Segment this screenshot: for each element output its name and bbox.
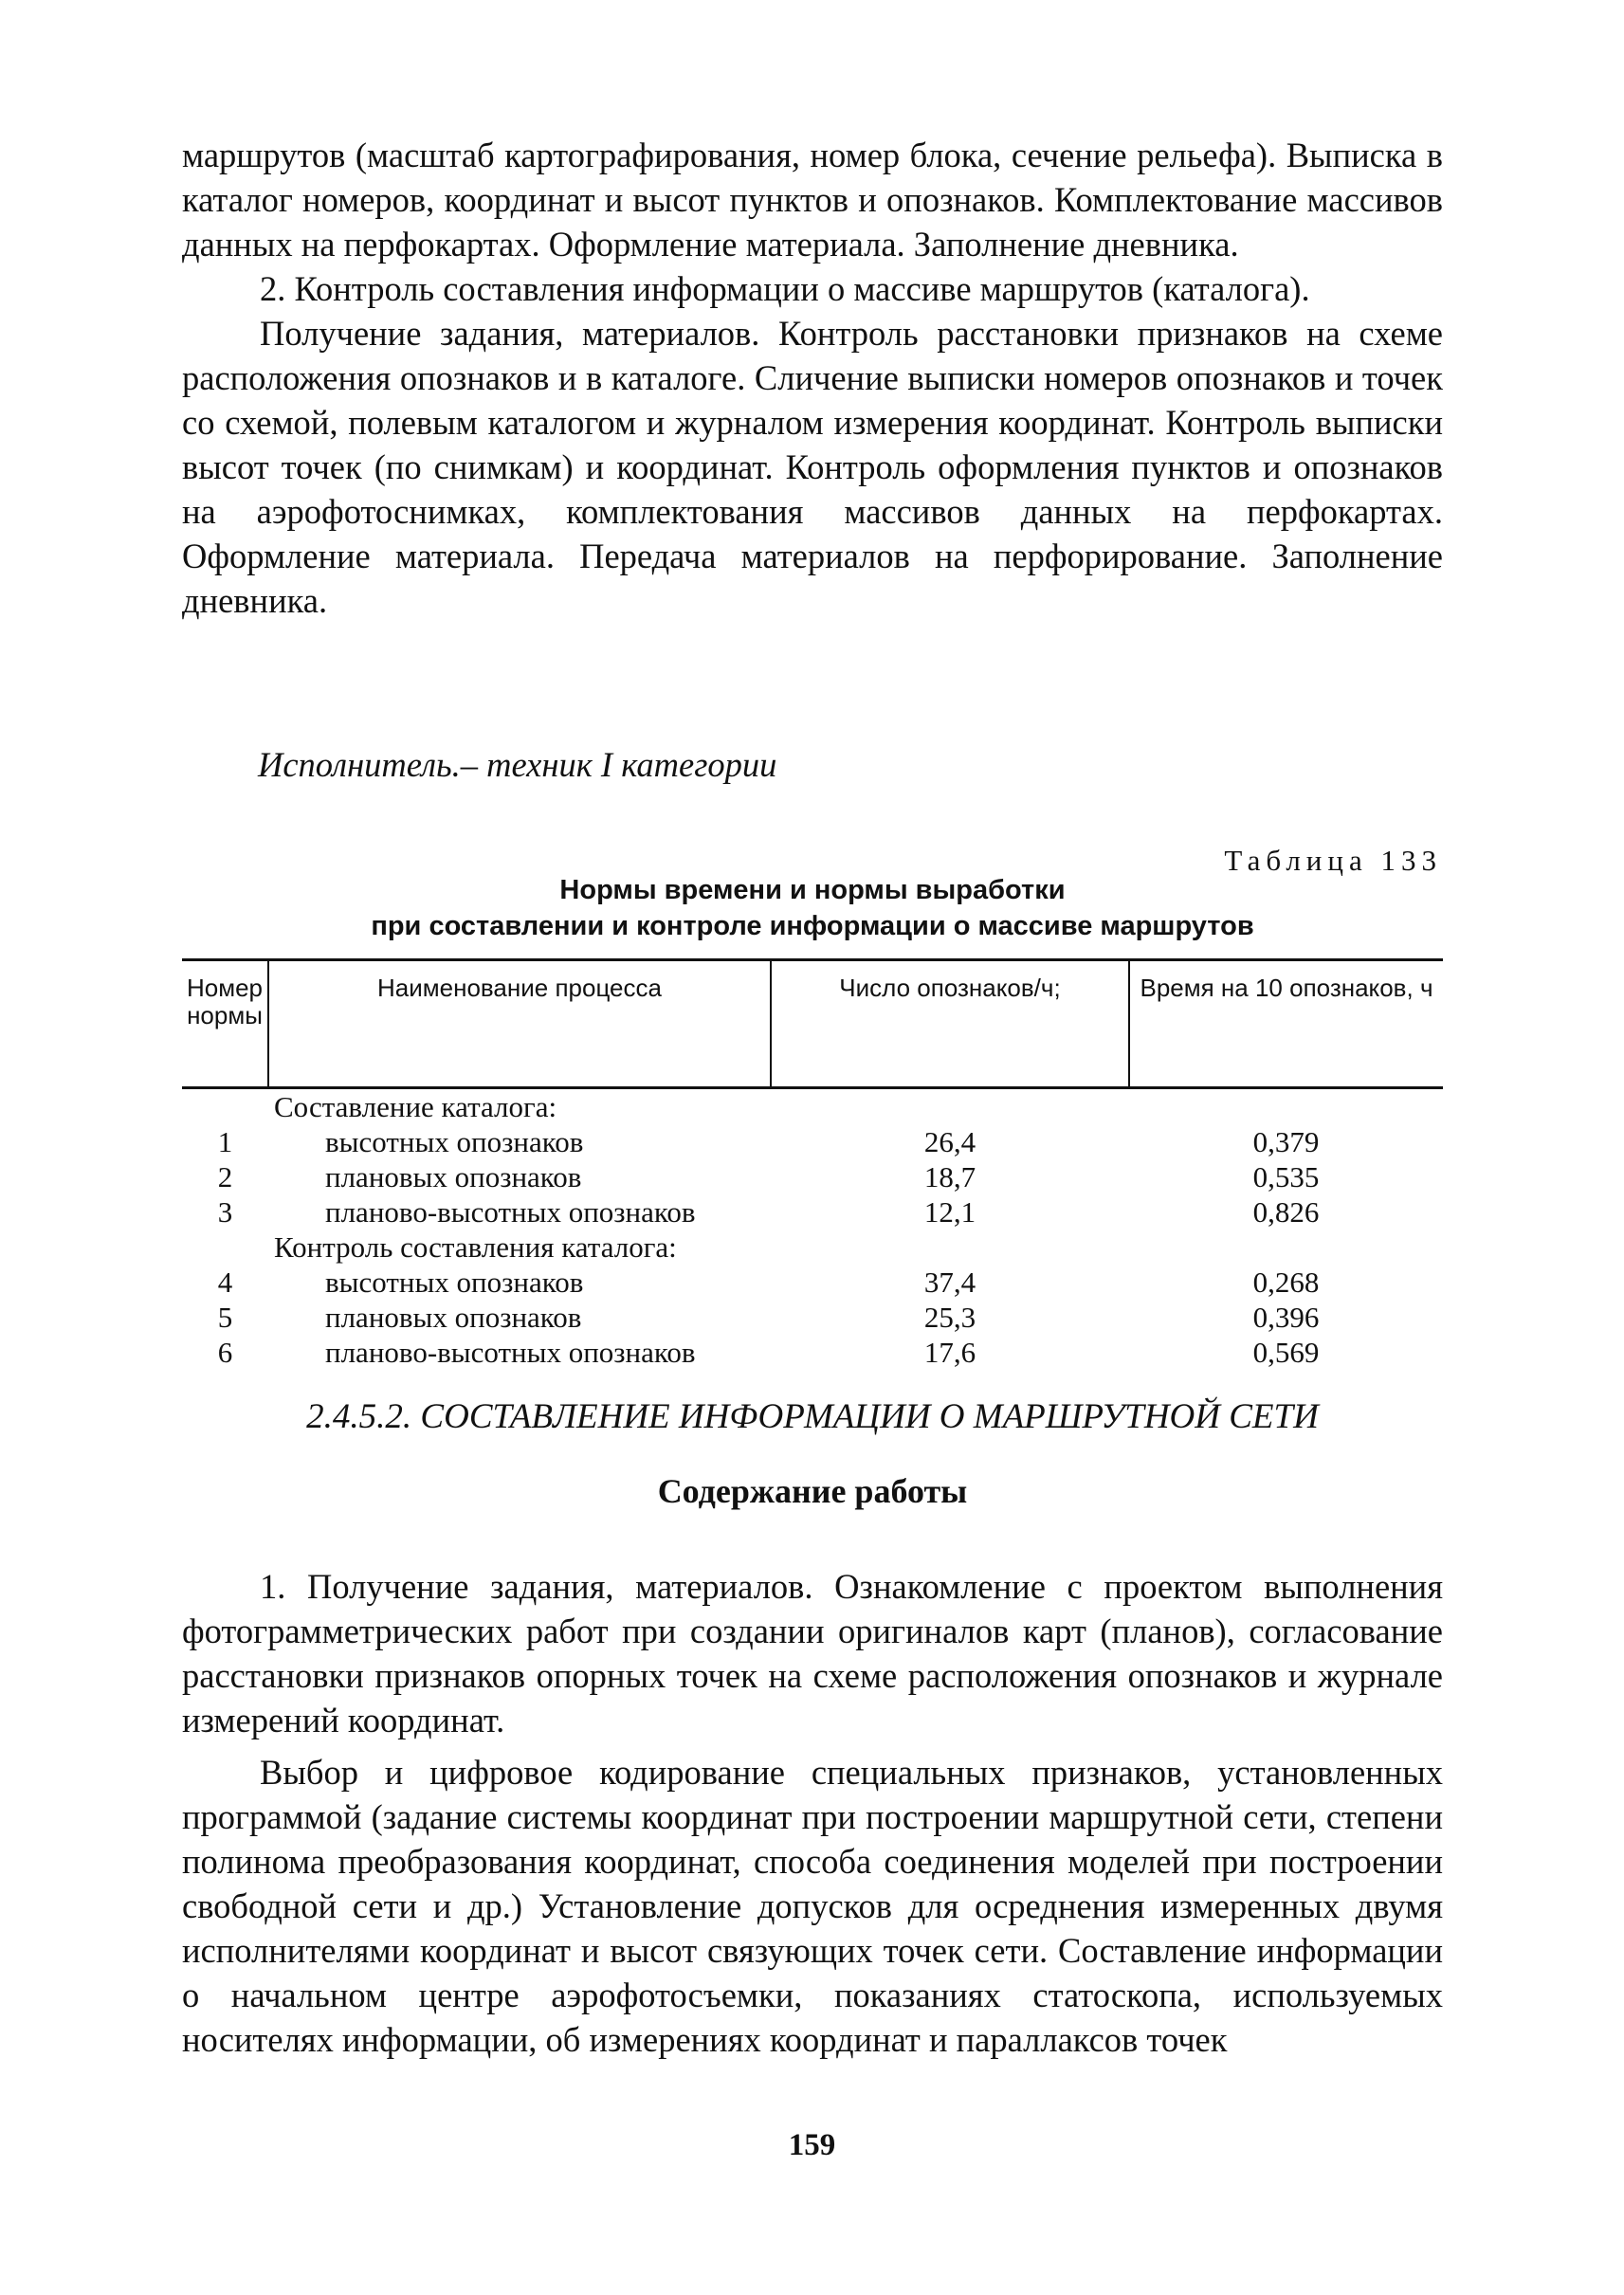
table-group-row (182, 1088, 1443, 1125)
bottom-text-block (182, 1564, 1443, 2062)
top-text-block (182, 133, 1443, 623)
time-value: 0,535 (1252, 1160, 1320, 1193)
rate-value: 18,7 (923, 1160, 976, 1193)
header-norm-number: Номер нормы (182, 960, 268, 1088)
process-name: высотных опознаков (325, 1125, 584, 1158)
section-subtitle: Содержание работы (657, 1472, 968, 1510)
table-title-line-2: при составлении и контроле информации о массиве маршрутов (371, 911, 1254, 941)
table-group-row (182, 1229, 1443, 1265)
header-time: Время на 10 опознаков, ч (1129, 960, 1443, 1088)
norm-number: 6 (217, 1336, 233, 1369)
rate-value: 12,1 (923, 1195, 976, 1229)
table-row (182, 1194, 1443, 1229)
paragraph: Выбор и цифровое кодирование специальных признаков, установленных программой (задание системы координат при построении маршрутной сети, степени полинома преобразования координат, способа соединения моделей при построении свободной сети и др.) Установление допусков для осреднения измеренных двумя исполнителями координат и высот связующих точек сети. Составление информации о начальном центре аэрофотосъемки, показаниях статоскопа, используемых носителях информации, об измерениях координат и параллаксов точек (182, 1753, 1443, 2059)
table-header-row (182, 960, 1443, 1088)
norms-table (182, 958, 1443, 1370)
table-row (182, 1159, 1443, 1194)
table-title-line-1: Нормы времени и нормы выработки (559, 875, 1066, 905)
rate-value: 17,6 (923, 1336, 976, 1369)
table-row (182, 1124, 1443, 1159)
norm-number: 2 (217, 1160, 233, 1193)
group-label: Контроль составления каталога: (274, 1230, 677, 1264)
rate-value: 26,4 (923, 1125, 976, 1158)
process-name: плановых опознаков (325, 1160, 582, 1193)
norm-number: 5 (217, 1301, 233, 1334)
paragraph: 2. Контроль составления информации о массиве маршрутов (каталога). (260, 269, 1310, 308)
paragraph: 1. Получение задания, материалов. Ознакомление с проектом выполнения фотограмметрических работ при создании оригиналов карт (планов), согласование расстановки признаков опорных точек на схеме расположения опознаков и журнале измерений координат. (182, 1567, 1443, 1739)
process-name: плановых опознаков (325, 1301, 582, 1334)
time-value: 0,826 (1252, 1195, 1320, 1229)
table-row (182, 1300, 1443, 1335)
paragraph: Получение задания, материалов. Контроль расстановки признаков на схеме расположения опознаков и в каталоге. Сличение выписки номеров опознаков и точек со схемой, полевым каталогом и журналом измерения координат. Контроль выписки высот точек (по снимкам) и координат. Контроль оформления пунктов и опознаков на аэрофотоснимках, комплектования массивов данных на перфокартах. Оформление материала. Передача материалов на перфорирование. Заполнение дневника. (182, 314, 1443, 620)
header-process-name: Наименование процесса (268, 960, 771, 1088)
executor-note: Исполнитель.– техник I категории (258, 745, 777, 784)
time-value: 0,396 (1252, 1301, 1320, 1334)
time-value: 0,379 (1252, 1125, 1320, 1158)
process-name: высотных опознаков (325, 1266, 584, 1299)
table-row (182, 1335, 1443, 1370)
norm-number: 4 (217, 1266, 233, 1299)
rate-value: 25,3 (923, 1301, 976, 1334)
process-name: планово-высотных опознаков (325, 1336, 696, 1369)
table-row (182, 1265, 1443, 1300)
rate-value: 37,4 (923, 1266, 976, 1299)
header-rate: Число опознаков/ч; (771, 960, 1129, 1088)
paragraph: маршрутов (масштаб картографирования, номер блока, сечение рельефа). Выписка в каталог номеров, координат и высот пунктов и опознаков. Комплектование массивов данных на перфокартах. Оформление материала. Заполнение дневника. (182, 136, 1443, 264)
page-number: 159 (788, 2128, 836, 2162)
section-heading: 2.4.5.2. СОСТАВЛЕНИЕ ИНФОРМАЦИИ О МАРШРУТНОЙ СЕТИ (306, 1397, 1319, 1436)
time-value: 0,268 (1252, 1266, 1320, 1299)
time-value: 0,569 (1252, 1336, 1320, 1369)
group-label: Составление каталога: (274, 1090, 557, 1123)
norm-number: 1 (217, 1125, 233, 1158)
table-number: Таблица 133 (1224, 844, 1442, 877)
process-name: планово-высотных опознаков (325, 1195, 696, 1229)
norm-number: 3 (217, 1195, 233, 1229)
